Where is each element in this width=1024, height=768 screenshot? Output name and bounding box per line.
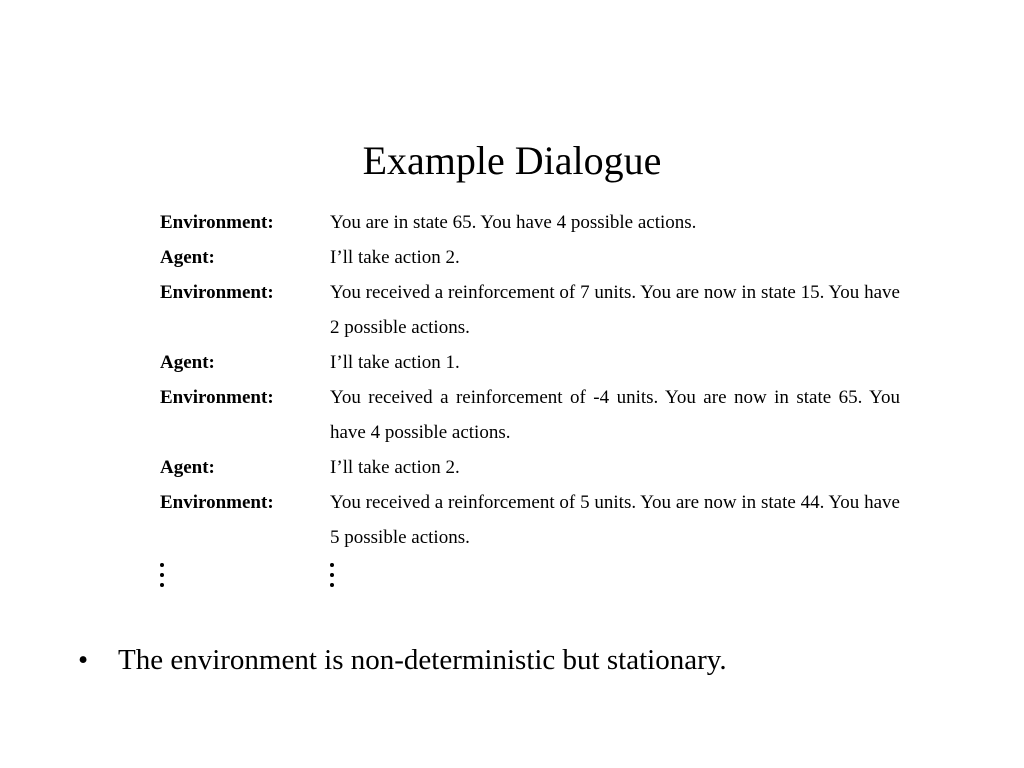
utterance-text: You received a reinforcement of -4 units. You are now in state 65. You have 4 possible actions. — [330, 387, 900, 443]
speaker-label: Agent: — [160, 457, 215, 478]
dialogue-turn — [160, 240, 920, 275]
speaker-label: Environment: — [160, 282, 274, 303]
bullet-list — [78, 640, 978, 680]
utterance-text: You are in state 65. You have 4 possible actions. — [330, 212, 697, 233]
utterance-text: You received a reinforcement of 7 units. You are now in state 15. You have 2 possible actions. — [330, 282, 900, 338]
utterance-text: I’ll take action 2. — [330, 247, 460, 268]
speaker-label: Agent: — [160, 247, 215, 268]
speaker-label: Environment: — [160, 492, 274, 513]
dialogue-turn — [160, 485, 920, 555]
utterance-text: I’ll take action 2. — [330, 457, 460, 478]
bullet-item — [78, 640, 978, 680]
vertical-dots-icon — [160, 557, 330, 597]
dialogue-transcript — [160, 205, 920, 597]
utterance-text: I’ll take action 1. — [330, 352, 460, 373]
bullet-text: The environment is non-deterministic but stationary. — [118, 644, 727, 676]
utterance-text: You received a reinforcement of 5 units. You are now in state 44. You have 5 possible actions. — [330, 492, 900, 548]
continuation-ellipsis — [160, 557, 920, 597]
dialogue-turn — [160, 205, 920, 240]
dialogue-turn — [160, 275, 920, 345]
dialogue-turn — [160, 450, 920, 485]
speaker-label: Environment: — [160, 212, 274, 233]
dialogue-turn — [160, 380, 920, 450]
speaker-label: Environment: — [160, 387, 274, 408]
slide-title: Example Dialogue — [362, 137, 662, 183]
dialogue-turn — [160, 345, 920, 380]
bullet-icon: • — [78, 644, 89, 676]
speaker-label: Agent: — [160, 352, 215, 373]
vertical-dots-icon — [330, 557, 500, 597]
